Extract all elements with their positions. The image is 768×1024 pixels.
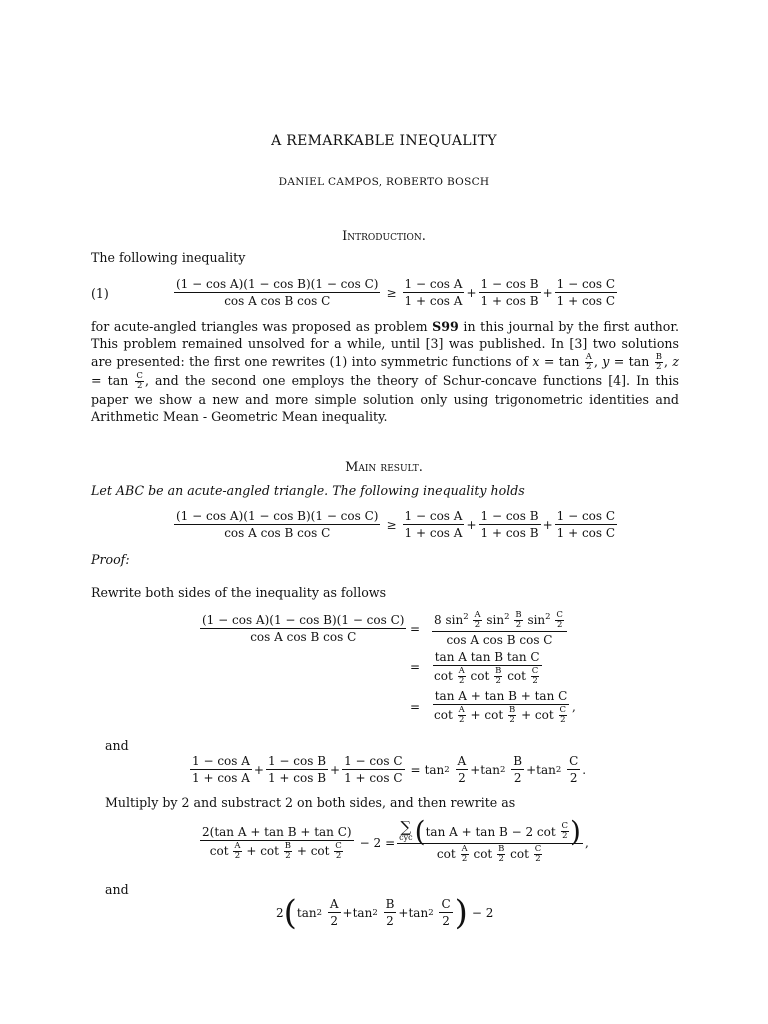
frac-num: 1 − cos B (480, 277, 539, 291)
aligned-rhs-3: tan A + tan B + tan C cot $\frac{A}{2}$ + cot $\frac{B}{2}$ + cot $\frac{C}{2}$ , (434, 689, 576, 725)
tan-squared-identity: $\frac{\text{1 − cos A}}{\text{1 + cos A}}$ + $\frac{\text{1 − cos B}}{\text{1 + cos B}}$ + $\frac{\text{1 − cos C}}{\text{1 + cos C}}$ = tan 2 $\frac{A}{2}$ + tan 2 $\frac{B}{2}$ + tan 2 $\frac{C}{2}$ . (192, 754, 587, 785)
plus: + (526, 762, 537, 777)
paper-title: A REMARKABLE INEQUALITY (271, 133, 497, 149)
frac-num: 1 − cos B (267, 754, 327, 768)
aligned-rhs-1: 8 $\sin^2$ $\frac{A}{2}$ $\sin^2$ $\frac{B}{2}$ $\sin^2$ $\frac{C}{2}$ cos A cos B cos C (430, 611, 569, 647)
main-inequality (172, 509, 619, 540)
plus: + (330, 762, 341, 777)
sum-body: tan A + tan B − 2 cot (425, 824, 556, 839)
intro-paragraph: for acute-angled triangles was proposed as problem S99 in this journal by the first author. This problem remained unsolved for a while, until [3] was published. In [3] two solutions are presented: the first one rewrites (1) into symmetric functions of x = tan $\frac{A}{2}$ , y = tan $\frac{B}{2}$ , z = tan $\frac{C}{2}$ , and the second one employs the theory of Schur-concave functions [4]. In this paper we show a new and more simple solution only using trigonometric identities and Arithmetic Mean - Geometric Mean inequality. (91, 319, 679, 425)
equals-sign: = (410, 622, 421, 636)
final-expression: 2 ( tan 2 $\frac{A}{2}$ + tan 2 $\frac{B}{2}$ + tan 2 $\frac{C}{2}$ ) − 2 (276, 892, 494, 933)
frac-den: 1 + cos A (404, 294, 463, 308)
section-heading-main-result: Main result. (345, 460, 423, 475)
plus: + (470, 762, 481, 777)
intro-text: for acute-angled triangles was proposed as problem (91, 319, 428, 334)
section-heading-introduction: Introduction. (342, 229, 426, 244)
frac-den: 1 + cos B (480, 526, 539, 540)
frac-num: 1 − cos C (556, 509, 616, 523)
lhs-denominator: cos A cos B cos C (250, 630, 357, 644)
intro-lead: The following inequality (91, 250, 246, 265)
multiplied-equation: 2(tan A + tan B + tan C) cot $\frac{A}{2}$ + cot $\frac{B}{2}$ + cot $\frac{C}{2}$ − 2 = ∑ cyc ( tan A + tan B − 2 cot C 2 ) cot $\frac{A}{2}$ cot $\frac{B}{2}$ cot $\frac{C}{2}$ , (202, 814, 589, 864)
theorem-statement: Let ABC be an acute-angled triangle. The following inequality holds (91, 483, 525, 498)
multiply-text: Multiply by 2 and substract 2 on both sides, and then rewrite as (105, 795, 516, 810)
ge-sign: ≥ (386, 285, 397, 300)
frac-num: 1 − cos B (480, 509, 539, 523)
lhs-denominator: cos A cos B cos C (224, 294, 331, 308)
plus: + (342, 905, 353, 920)
plus: + (542, 517, 553, 532)
frac-num: 1 − cos A (404, 509, 463, 523)
frac-num: tan A tan B tan C (434, 650, 540, 664)
frac-num: 1 − cos A (404, 277, 463, 291)
frac-num: 1 − cos A (192, 754, 250, 768)
and-text: and (105, 882, 129, 897)
comma: , (572, 700, 576, 714)
frac-num: 1 − cos C (344, 754, 403, 768)
problem-number: S99 (432, 319, 459, 334)
equation-label: (1) (91, 286, 109, 301)
plus: + (253, 762, 264, 777)
lhs-numerator: (1 − cos A)(1 − cos B)(1 − cos C) (176, 509, 379, 523)
and-text: and (105, 738, 129, 753)
lhs-denominator: cos A cos B cos C (224, 526, 331, 540)
plus: + (398, 905, 409, 920)
frac-den: 1 + cos C (556, 294, 616, 308)
frac-den: cos A cos B cos C (446, 633, 553, 647)
minus-two: − 2 (359, 835, 382, 850)
frac-num: 1 − cos C (556, 277, 616, 291)
lhs-numerator: (1 − cos A)(1 − cos B)(1 − cos C) (202, 613, 405, 627)
plus: + (466, 285, 477, 300)
ge-sign: ≥ (386, 517, 397, 532)
equation-1 (172, 277, 619, 308)
rewrite-text: Rewrite both sides of the inequality as follows (91, 585, 387, 600)
aligned-lhs (198, 613, 408, 644)
frac-den: 1 + cos B (480, 294, 539, 308)
frac-den: 1 + cos A (192, 771, 250, 785)
proof-label: Proof: (91, 552, 130, 567)
frac-den: 1 + cos C (344, 771, 403, 785)
equals-sign: = (410, 700, 421, 714)
plus: + (466, 517, 477, 532)
comma: , (584, 835, 589, 850)
equals-sign: = (410, 660, 421, 674)
minus-two: − 2 (471, 905, 494, 920)
frac-num: tan A + tan B + tan C (434, 689, 568, 703)
equals-sign: = (385, 835, 396, 850)
equals-sign: = (410, 762, 421, 777)
frac-num: 2(tan A + tan B + tan C) (202, 824, 352, 839)
frac-den: 1 + cos C (556, 526, 616, 540)
frac-den: 1 + cos B (267, 771, 327, 785)
intro-text: and the second one employs the theory of Schur-concave functions [4]. In this paper we show a new and more simple solution only using trigonometric identities and Arithmetic Mean - Geometric Mean inequality. (91, 372, 679, 425)
coefficient-two: 2 (276, 905, 284, 920)
lhs-numerator: (1 − cos A)(1 − cos B)(1 − cos C) (176, 277, 379, 291)
aligned-rhs-2: tan A tan B tan C cot $\frac{A}{2}$ cot $\frac{B}{2}$ cot $\frac{C}{2}$ (434, 650, 540, 686)
frac-den: 1 + cos A (404, 526, 463, 540)
plus: + (542, 285, 553, 300)
cyc-label: cyc (399, 833, 413, 842)
period: . (582, 762, 587, 777)
paper-authors: DANIEL CAMPOS, ROBERTO BOSCH (278, 176, 490, 188)
intro-text: in this journal by the first author. This problem remained unsolved for a while, until [3] was published. In [3] two solutions are presented: the first one rewrites (1) into symmetric functions of (91, 319, 679, 369)
